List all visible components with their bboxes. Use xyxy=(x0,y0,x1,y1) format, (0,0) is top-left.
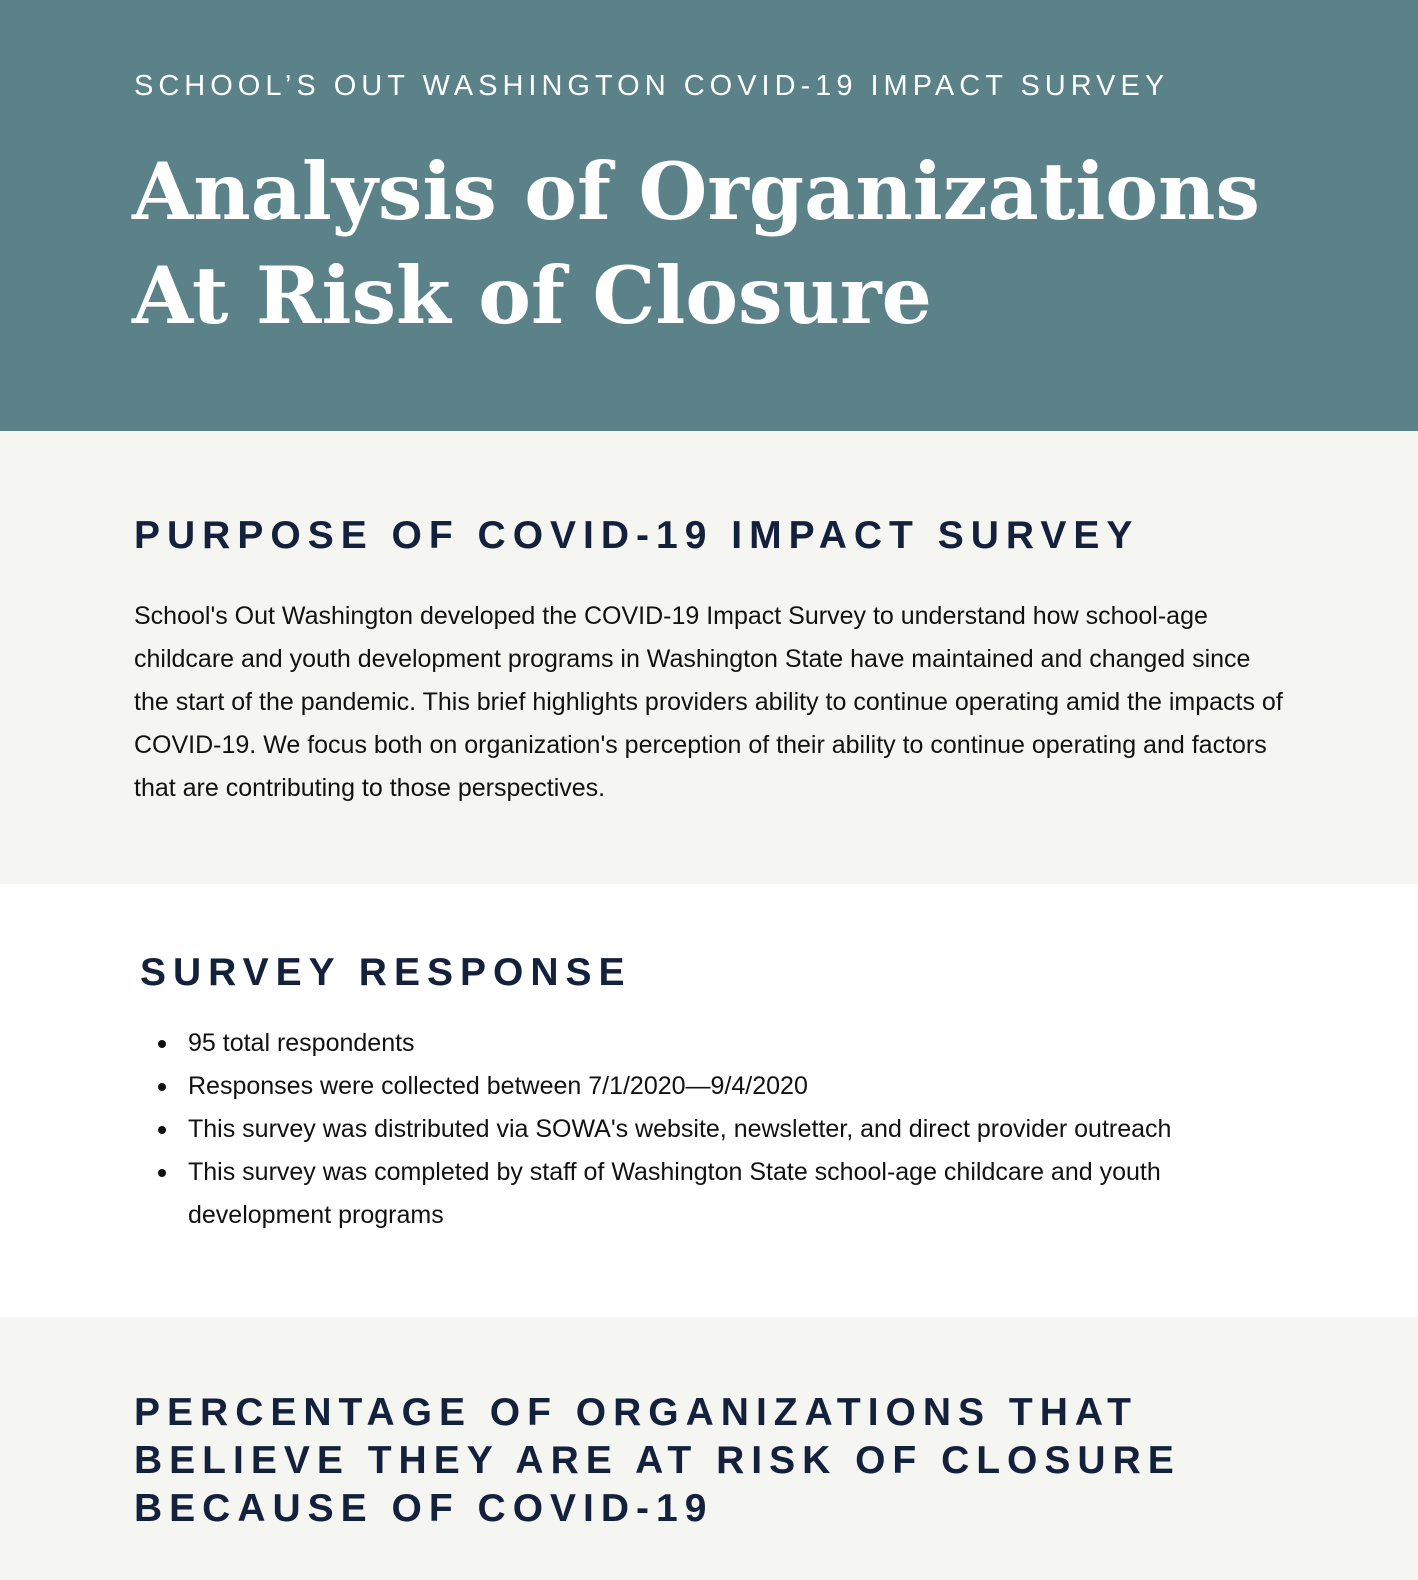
risk-heading-line-2: BELIEVE THEY ARE AT RISK OF CLOSURE xyxy=(134,1439,1181,1482)
list-item-text: 95 total respondents xyxy=(188,1029,415,1057)
risk-heading-line-3: BECAUSE OF COVID-19 xyxy=(134,1487,714,1530)
purpose-body: School's Out Washington developed the COVID-19 Impact Survey to understand how school-age childcare and youth development programs in Washington State have maintained and changed since the start of the pandemic. This brief highlights providers ability to continue operating amid the impacts of COVID-19. We focus both on organization's perception of their ability to continue operating and factors that are contributing to those perspectives. xyxy=(134,602,1283,802)
list-item xyxy=(134,1022,1294,1065)
survey-response-list xyxy=(134,1022,1294,1237)
page-title-line-1: Analysis of Organizations xyxy=(132,145,1260,238)
risk-heading-line-1: PERCENTAGE OF ORGANIZATIONS THAT xyxy=(134,1391,1138,1434)
survey-kicker: SCHOOL’S OUT WASHINGTON COVID-19 IMPACT SURVEY xyxy=(134,70,1170,102)
bullet-icon xyxy=(158,1040,166,1048)
list-item-text: Responses were collected between 7/1/2020—9/4/2020 xyxy=(188,1072,808,1100)
survey-response-section xyxy=(0,884,1418,1317)
list-item-text: This survey was completed by staff of Washington State school-age childcare and youth development programs xyxy=(188,1158,1161,1229)
list-item-text: This survey was distributed via SOWA's website, newsletter, and direct provider outreach xyxy=(188,1115,1172,1143)
page-title xyxy=(132,140,1332,348)
list-item xyxy=(134,1065,1294,1108)
risk-of-closure-heading xyxy=(134,1389,1234,1533)
survey-response-heading: SURVEY RESPONSE xyxy=(140,951,632,994)
hero-banner xyxy=(0,0,1418,431)
bullet-icon xyxy=(158,1126,166,1134)
page-title-line-2: At Risk of Closure xyxy=(132,249,932,342)
risk-of-closure-section xyxy=(0,1317,1418,1580)
purpose-section xyxy=(0,431,1418,884)
list-item xyxy=(134,1108,1294,1151)
bullet-icon xyxy=(158,1169,166,1177)
bullet-icon xyxy=(158,1083,166,1091)
purpose-heading: PURPOSE OF COVID-19 IMPACT SURVEY xyxy=(134,514,1140,557)
list-item xyxy=(134,1151,1294,1237)
